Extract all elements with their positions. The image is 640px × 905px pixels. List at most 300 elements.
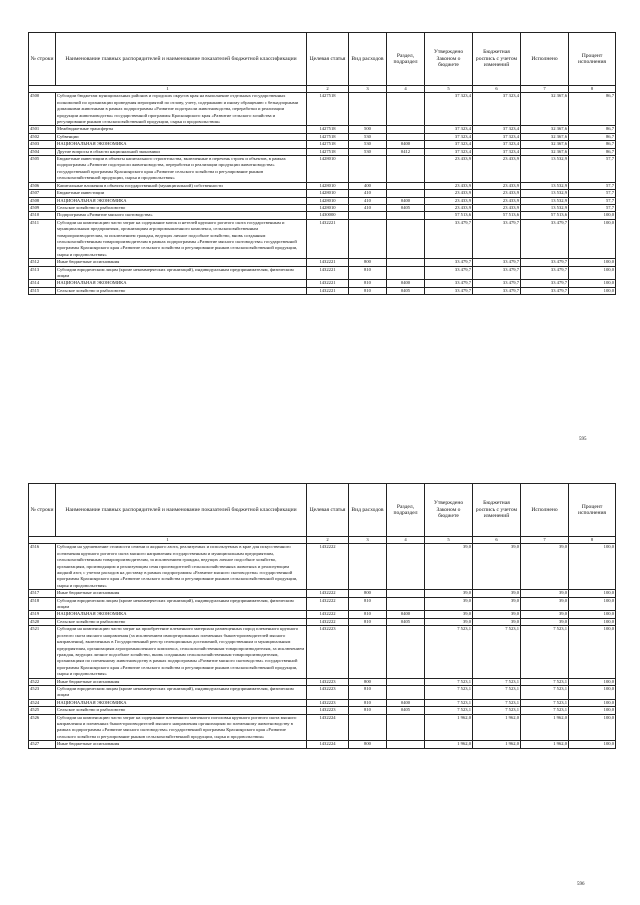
section-code: [387, 266, 425, 280]
table-row: [29, 287, 616, 294]
row-name: НАЦИОНАЛЬНАЯ ЭКОНОМИКА: [56, 280, 307, 287]
col-number: 2: [307, 537, 349, 544]
executed-amount: 33 479,7: [521, 259, 569, 266]
row-number: 4502: [29, 133, 56, 140]
budget-table: [28, 32, 616, 295]
expense-type: [349, 219, 387, 258]
section-code: [387, 626, 425, 678]
column-number-row: [29, 537, 616, 544]
row-name: Другие вопросы в области национальной экономики: [56, 148, 307, 155]
page-number: 596: [577, 882, 585, 887]
row-number: 4523: [29, 685, 56, 699]
table-row: [29, 597, 616, 611]
section-code: [387, 133, 425, 140]
row-name: Подпрограмма «Развитие мясного скотоводства»: [56, 212, 307, 219]
target-item: 1432223: [307, 685, 349, 699]
col-number: 3: [349, 537, 387, 544]
section-code: 0405: [387, 618, 425, 625]
row-name: Субсидии на компенсацию части затрат на приобретение племенного материала размещенных пород племенного крупного рогатого скота мясного направления (за исключением импортированных племенных быков-производителей мясного направления), включенных в Государственный реестр селекционных достижений, государственным и муниципальным предприятиям, организациям агропромышленного комплекса, сельскохозяйственным товаропроизводителям, за исключением граждан, ведущих личное подсобное хозяйство, вновь созданным сельскохозяйственным товаропроизводителям, организациям по племенному животноводству в рамках подпрограммы «Развитие мясного скотоводства» государственной программы Красноярского края «Развитие сельского хозяйства и регулирование рынков сельскохозяйственной продукции, сырья и продовольствия»: [56, 626, 307, 678]
table-row: [29, 685, 616, 699]
target-item: 1432222: [307, 590, 349, 597]
section-code: 0400: [387, 141, 425, 148]
header-percent: Процент исполнения: [569, 484, 616, 537]
percent-executed: 100,0: [569, 219, 616, 258]
percent-executed: 100,0: [569, 280, 616, 287]
section-code: [387, 212, 425, 219]
approved-amount: 23 433,9: [425, 190, 473, 197]
row-name: Иные бюджетные ассигнования: [56, 590, 307, 597]
expense-type: 810: [349, 618, 387, 625]
row-name: НАЦИОНАЛЬНАЯ ЭКОНОМИКА: [56, 141, 307, 148]
section-code: [387, 741, 425, 748]
budget-table: [28, 483, 616, 749]
row-name: Субсидии юридическим лицам (кроме некоммерческих организаций), индивидуальным предпринимателям, физическим лицам: [56, 597, 307, 611]
percent-executed: 57,7: [569, 197, 616, 204]
percent-executed: 86,7: [569, 141, 616, 148]
section-code: [387, 685, 425, 699]
budget-amount: 37 323,4: [473, 141, 521, 148]
section-code: [387, 590, 425, 597]
table-row: [29, 741, 616, 748]
percent-executed: 100,0: [569, 259, 616, 266]
table-row: [29, 190, 616, 197]
header-percent: Процент исполнения: [569, 33, 616, 86]
header-section: Раздел, подраздел: [387, 33, 425, 86]
row-number: 4506: [29, 182, 56, 189]
budget-amount: 37 323,4: [473, 93, 521, 126]
approved-amount: 7 523,1: [425, 699, 473, 706]
executed-amount: 39,0: [521, 597, 569, 611]
expense-type: 810: [349, 611, 387, 618]
percent-executed: 86,7: [569, 148, 616, 155]
row-name: Сельское хозяйство и рыболовство: [56, 618, 307, 625]
budget-amount: 23 433,9: [473, 156, 521, 183]
row-name: Субсидии бюджетам муниципальных районов и городских округов края на выполнение отдельных государственных полномочий по организации проведения мероприятий по отлову, учету, содержанию и иному обращению с безнадзорными домашними животными в рамках подпрограммы «Развитие подотрасли животноводства, переработки и реализации продукции животноводства» государственной программы Красноярского края «Развитие сельского хозяйства и регулирование рынков сельскохозяйственной продукции, сырья и продовольствия»: [56, 93, 307, 126]
row-name: Субсидии юридическим лицам (кроме некоммерческих организаций), индивидуальным предпринимателям, физическим лицам: [56, 685, 307, 699]
expense-type: 530: [349, 141, 387, 148]
expense-type: 530: [349, 133, 387, 140]
budget-amount: 1 962,0: [473, 714, 521, 741]
row-number: 4509: [29, 204, 56, 211]
percent-executed: 100,0: [569, 707, 616, 714]
budget-amount: 23 433,9: [473, 204, 521, 211]
row-name: Субсидии на компенсацию части затрат на содержание племенного маточного поголовья крупного рогатого скота мясного направления и племенных быков-производителей мясного направления организациям по племенному животноводству в рамках подпрограммы «Развитие мясного скотоводства» государственной программы Красноярского края «Развитие сельского хозяйства и регулирование рынков сельскохозяйственной продукции, сырья и продовольствия»: [56, 714, 307, 741]
executed-amount: 13 532,9: [521, 156, 569, 183]
executed-amount: 32 367,6: [521, 126, 569, 133]
percent-executed: 57,7: [569, 182, 616, 189]
expense-type: [349, 212, 387, 219]
header-expense-type: Вид расходов: [349, 484, 387, 537]
col-number: 3: [349, 86, 387, 93]
section-code: [387, 597, 425, 611]
target-item: 1432221: [307, 287, 349, 294]
row-number: 4516: [29, 544, 56, 590]
expense-type: 810: [349, 707, 387, 714]
expense-type: 810: [349, 287, 387, 294]
executed-amount: 33 479,7: [521, 287, 569, 294]
percent-executed: 100,0: [569, 685, 616, 699]
row-number: 4501: [29, 126, 56, 133]
table-row: [29, 280, 616, 287]
approved-amount: 1 962,0: [425, 714, 473, 741]
approved-amount: 1 962,0: [425, 741, 473, 748]
table-row: [29, 707, 616, 714]
col-number: 4: [387, 537, 425, 544]
percent-executed: 86,7: [569, 93, 616, 126]
executed-amount: 13 532,9: [521, 190, 569, 197]
table-row: [29, 197, 616, 204]
section-code: [387, 93, 425, 126]
header-target-item: Целевая статья: [307, 484, 349, 537]
percent-executed: 100,0: [569, 287, 616, 294]
approved-amount: 23 433,9: [425, 182, 473, 189]
budget-amount: 23 433,9: [473, 197, 521, 204]
expense-type: 410: [349, 197, 387, 204]
budget-amount: 33 479,7: [473, 280, 521, 287]
budget-amount: 7 523,1: [473, 685, 521, 699]
table-row: [29, 219, 616, 258]
row-name: Капитальные вложения в объекты государственной (муниципальной) собственности: [56, 182, 307, 189]
target-item: 1432221: [307, 219, 349, 258]
table-row: [29, 182, 616, 189]
page-number: 595: [579, 437, 587, 442]
budget-amount: 7 523,1: [473, 678, 521, 685]
header-expense-type: Вид расходов: [349, 33, 387, 86]
budget-amount: 39,0: [473, 544, 521, 590]
section-code: 0400: [387, 611, 425, 618]
table-row: [29, 133, 616, 140]
target-item: 1432221: [307, 280, 349, 287]
approved-amount: 33 479,7: [425, 287, 473, 294]
percent-executed: 100,0: [569, 699, 616, 706]
col-number: 6: [473, 537, 521, 544]
target-item: 1430000: [307, 212, 349, 219]
budget-amount: 33 479,7: [473, 287, 521, 294]
approved-amount: 7 523,1: [425, 685, 473, 699]
executed-amount: 32 367,6: [521, 93, 569, 126]
executed-amount: 32 367,6: [521, 133, 569, 140]
target-item: 1427518: [307, 126, 349, 133]
executed-amount: 13 532,9: [521, 204, 569, 211]
executed-amount: 39,0: [521, 618, 569, 625]
percent-executed: 86,7: [569, 133, 616, 140]
expense-type: 810: [349, 685, 387, 699]
executed-amount: 7 523,1: [521, 685, 569, 699]
target-item: 1432223: [307, 678, 349, 685]
budget-amount: 39,0: [473, 611, 521, 618]
percent-executed: 57,7: [569, 156, 616, 183]
table-row: [29, 618, 616, 625]
header-name: Наименование главных распорядителей и наименование показателей бюджетной классификации: [56, 484, 307, 537]
approved-amount: 23 433,9: [425, 204, 473, 211]
budget-amount: 7 523,1: [473, 707, 521, 714]
budget-amount: 1 962,0: [473, 741, 521, 748]
row-number: 4507: [29, 190, 56, 197]
budget-amount: 39,0: [473, 590, 521, 597]
table-row: [29, 714, 616, 741]
col-number: 7: [521, 537, 569, 544]
percent-executed: 57,7: [569, 190, 616, 197]
col-number: 4: [387, 86, 425, 93]
target-item: 1432223: [307, 626, 349, 678]
approved-amount: 7 523,1: [425, 707, 473, 714]
approved-amount: 39,0: [425, 597, 473, 611]
expense-type: 800: [349, 259, 387, 266]
approved-amount: 37 323,4: [425, 141, 473, 148]
target-item: 1432222: [307, 618, 349, 625]
target-item: 1428010: [307, 197, 349, 204]
row-number: 4515: [29, 287, 56, 294]
table-row: [29, 699, 616, 706]
section-code: [387, 182, 425, 189]
table-row: [29, 266, 616, 280]
row-name: Бюджетные инвестиции в объекты капитального строительства, включенные в перечень строек и объектов, в рамках подпрограммы «Развитие подотрасли животноводства, переработки и реализации продукции животноводства» государственной программы Красноярского края «Развитие сельского хозяйства и регулирование рынков сельскохозяйственной продукции, сырья и продовольствия»: [56, 156, 307, 183]
table-row: [29, 259, 616, 266]
approved-amount: 39,0: [425, 618, 473, 625]
section-code: [387, 126, 425, 133]
executed-amount: 13 532,9: [521, 182, 569, 189]
column-number-row: [29, 86, 616, 93]
table-row: [29, 141, 616, 148]
row-number: 4508: [29, 197, 56, 204]
target-item: 1428010: [307, 156, 349, 183]
section-code: 0405: [387, 204, 425, 211]
approved-amount: 37 323,4: [425, 126, 473, 133]
approved-amount: 37 323,4: [425, 133, 473, 140]
target-item: 1432224: [307, 714, 349, 741]
row-name: Сельское хозяйство и рыболовство: [56, 204, 307, 211]
budget-amount: 7 523,1: [473, 699, 521, 706]
executed-amount: 39,0: [521, 611, 569, 618]
percent-executed: 100,0: [569, 618, 616, 625]
header-row-number: № строки: [29, 33, 56, 86]
col-number: 6: [473, 86, 521, 93]
expense-type: 810: [349, 699, 387, 706]
report-page-2: [0, 460, 640, 905]
percent-executed: 100,0: [569, 544, 616, 590]
section-code: [387, 219, 425, 258]
row-number: 4521: [29, 626, 56, 678]
expense-type: 500: [349, 126, 387, 133]
target-item: 1432221: [307, 266, 349, 280]
row-number: 4524: [29, 699, 56, 706]
table-row: [29, 212, 616, 219]
executed-amount: 7 523,1: [521, 699, 569, 706]
executed-amount: 57 513,6: [521, 212, 569, 219]
executed-amount: 39,0: [521, 590, 569, 597]
header-row-number: № строки: [29, 484, 56, 537]
expense-type: 810: [349, 280, 387, 287]
expense-type: 800: [349, 590, 387, 597]
budget-amount: 33 479,7: [473, 219, 521, 258]
percent-executed: 100,0: [569, 212, 616, 219]
row-name: Субсидии на компенсацию части затрат на содержание маток и нетелей крупного рогатого скота государственным и муниципальным предприятиям, организациям агропромышленного комплекса, сельскохозяйственным товаропроизводителям, за исключением граждан, ведущих личное подсобное хозяйство, вновь созданным сельскохозяйственным товаропроизводителям в рамках подпрограммы «Развитие мясного скотоводства» государственной программы Красноярского края «Развитие сельского хозяйства и регулирование рынков сельскохозяйственной продукции, сырья и продовольствия»: [56, 219, 307, 258]
expense-type: [349, 544, 387, 590]
percent-executed: 100,0: [569, 611, 616, 618]
expense-type: 530: [349, 148, 387, 155]
row-number: 4517: [29, 590, 56, 597]
row-name: Сельское хозяйство и рыболовство: [56, 707, 307, 714]
row-number: 4513: [29, 266, 56, 280]
percent-executed: 86,7: [569, 126, 616, 133]
row-name: НАЦИОНАЛЬНАЯ ЭКОНОМИКА: [56, 611, 307, 618]
percent-executed: 100,0: [569, 741, 616, 748]
budget-amount: 37 323,4: [473, 148, 521, 155]
expense-type: 410: [349, 190, 387, 197]
row-number: 4527: [29, 741, 56, 748]
executed-amount: 7 523,1: [521, 626, 569, 678]
section-code: [387, 190, 425, 197]
percent-executed: 100,0: [569, 714, 616, 741]
header-section: Раздел, подраздел: [387, 484, 425, 537]
table-row: [29, 126, 616, 133]
expense-type: 410: [349, 204, 387, 211]
row-number: 4511: [29, 219, 56, 258]
row-number: 4525: [29, 707, 56, 714]
budget-amount: 37 323,4: [473, 133, 521, 140]
target-item: 1428010: [307, 182, 349, 189]
col-number: 1: [29, 537, 307, 544]
row-number: 4505: [29, 156, 56, 183]
row-number: 4519: [29, 611, 56, 618]
approved-amount: 33 479,7: [425, 259, 473, 266]
col-number: 7: [521, 86, 569, 93]
expense-type: 400: [349, 182, 387, 189]
budget-amount: 23 433,9: [473, 182, 521, 189]
row-name: Иные бюджетные ассигнования: [56, 678, 307, 685]
table-row: [29, 611, 616, 618]
approved-amount: 57 513,6: [425, 212, 473, 219]
table-row: [29, 204, 616, 211]
header-target-item: Целевая статья: [307, 33, 349, 86]
percent-executed: 100,0: [569, 597, 616, 611]
row-number: 4503: [29, 141, 56, 148]
section-code: [387, 678, 425, 685]
row-number: 4514: [29, 280, 56, 287]
section-code: 0405: [387, 707, 425, 714]
col-number: 2: [307, 86, 349, 93]
header-name: Наименование главных распорядителей и наименование показателей бюджетной классификации: [56, 33, 307, 86]
section-code: [387, 544, 425, 590]
row-name: НАЦИОНАЛЬНАЯ ЭКОНОМИКА: [56, 699, 307, 706]
target-item: 1432222: [307, 611, 349, 618]
percent-executed: 100,0: [569, 626, 616, 678]
percent-executed: 100,0: [569, 266, 616, 280]
header-executed: Исполнено: [521, 33, 569, 86]
target-item: 1432221: [307, 259, 349, 266]
approved-amount: 39,0: [425, 611, 473, 618]
table-row: [29, 148, 616, 155]
executed-amount: 33 479,7: [521, 266, 569, 280]
target-item: 1432224: [307, 741, 349, 748]
table-row: [29, 156, 616, 183]
expense-type: 800: [349, 741, 387, 748]
approved-amount: 23 433,9: [425, 156, 473, 183]
approved-amount: 33 479,7: [425, 219, 473, 258]
budget-amount: 7 523,1: [473, 626, 521, 678]
expense-type: 810: [349, 597, 387, 611]
expense-type: [349, 93, 387, 126]
section-code: 0405: [387, 287, 425, 294]
budget-amount: 37 323,4: [473, 126, 521, 133]
target-item: 1428010: [307, 190, 349, 197]
budget-amount: 39,0: [473, 618, 521, 625]
row-number: 4520: [29, 618, 56, 625]
approved-amount: 33 479,7: [425, 280, 473, 287]
approved-amount: 33 479,7: [425, 266, 473, 280]
budget-amount: 33 479,7: [473, 259, 521, 266]
section-code: 0400: [387, 699, 425, 706]
target-item: 1432222: [307, 597, 349, 611]
row-number: 4522: [29, 678, 56, 685]
expense-type: [349, 156, 387, 183]
col-number: 8: [569, 537, 616, 544]
table-row: [29, 93, 616, 126]
col-number: 5: [425, 86, 473, 93]
approved-amount: 39,0: [425, 590, 473, 597]
executed-amount: 33 479,7: [521, 219, 569, 258]
row-name: Бюджетные инвестиции: [56, 190, 307, 197]
target-item: 1428010: [307, 204, 349, 211]
budget-amount: 57 513,6: [473, 212, 521, 219]
section-code: [387, 714, 425, 741]
approved-amount: 23 433,9: [425, 197, 473, 204]
row-name: НАЦИОНАЛЬНАЯ ЭКОНОМИКА: [56, 197, 307, 204]
section-code: 0400: [387, 280, 425, 287]
percent-executed: 100,0: [569, 678, 616, 685]
section-code: [387, 259, 425, 266]
executed-amount: 33 479,7: [521, 280, 569, 287]
section-code: 0412: [387, 148, 425, 155]
row-number: 4500: [29, 93, 56, 126]
row-name: Субсидии юридическим лицам (кроме некоммерческих организаций), индивидуальным предпринимателям, физическим лицам: [56, 266, 307, 280]
percent-executed: 100,0: [569, 590, 616, 597]
row-name: Межбюджетные трансферты: [56, 126, 307, 133]
target-item: 1432223: [307, 707, 349, 714]
header-approved: Утверждено Законом о бюджете: [425, 33, 473, 86]
row-number: 4512: [29, 259, 56, 266]
row-number: 4518: [29, 597, 56, 611]
budget-amount: 39,0: [473, 597, 521, 611]
col-number: 8: [569, 86, 616, 93]
percent-executed: 57,7: [569, 204, 616, 211]
col-number: 1: [29, 86, 307, 93]
section-code: 0400: [387, 197, 425, 204]
approved-amount: 7 523,1: [425, 626, 473, 678]
table-row: [29, 590, 616, 597]
approved-amount: 37 323,4: [425, 148, 473, 155]
table-row: [29, 678, 616, 685]
target-item: 1432223: [307, 699, 349, 706]
header-budget-schedule: Бюджетная роспись с учетом изменений: [473, 33, 521, 86]
target-item: 1427518: [307, 133, 349, 140]
table-row: [29, 626, 616, 678]
header-budget-schedule: Бюджетная роспись с учетом изменений: [473, 484, 521, 537]
executed-amount: 32 367,6: [521, 148, 569, 155]
executed-amount: 1 962,0: [521, 741, 569, 748]
target-item: 1432222: [307, 544, 349, 590]
executed-amount: 39,0: [521, 544, 569, 590]
executed-amount: 7 523,1: [521, 678, 569, 685]
report-page-1: [0, 0, 640, 452]
approved-amount: 7 523,1: [425, 678, 473, 685]
row-name: Иные бюджетные ассигнования: [56, 259, 307, 266]
col-number: 5: [425, 537, 473, 544]
row-name: Сельское хозяйство и рыболовство: [56, 287, 307, 294]
header-approved: Утверждено Законом о бюджете: [425, 484, 473, 537]
target-item: 1427518: [307, 93, 349, 126]
executed-amount: 7 523,1: [521, 707, 569, 714]
